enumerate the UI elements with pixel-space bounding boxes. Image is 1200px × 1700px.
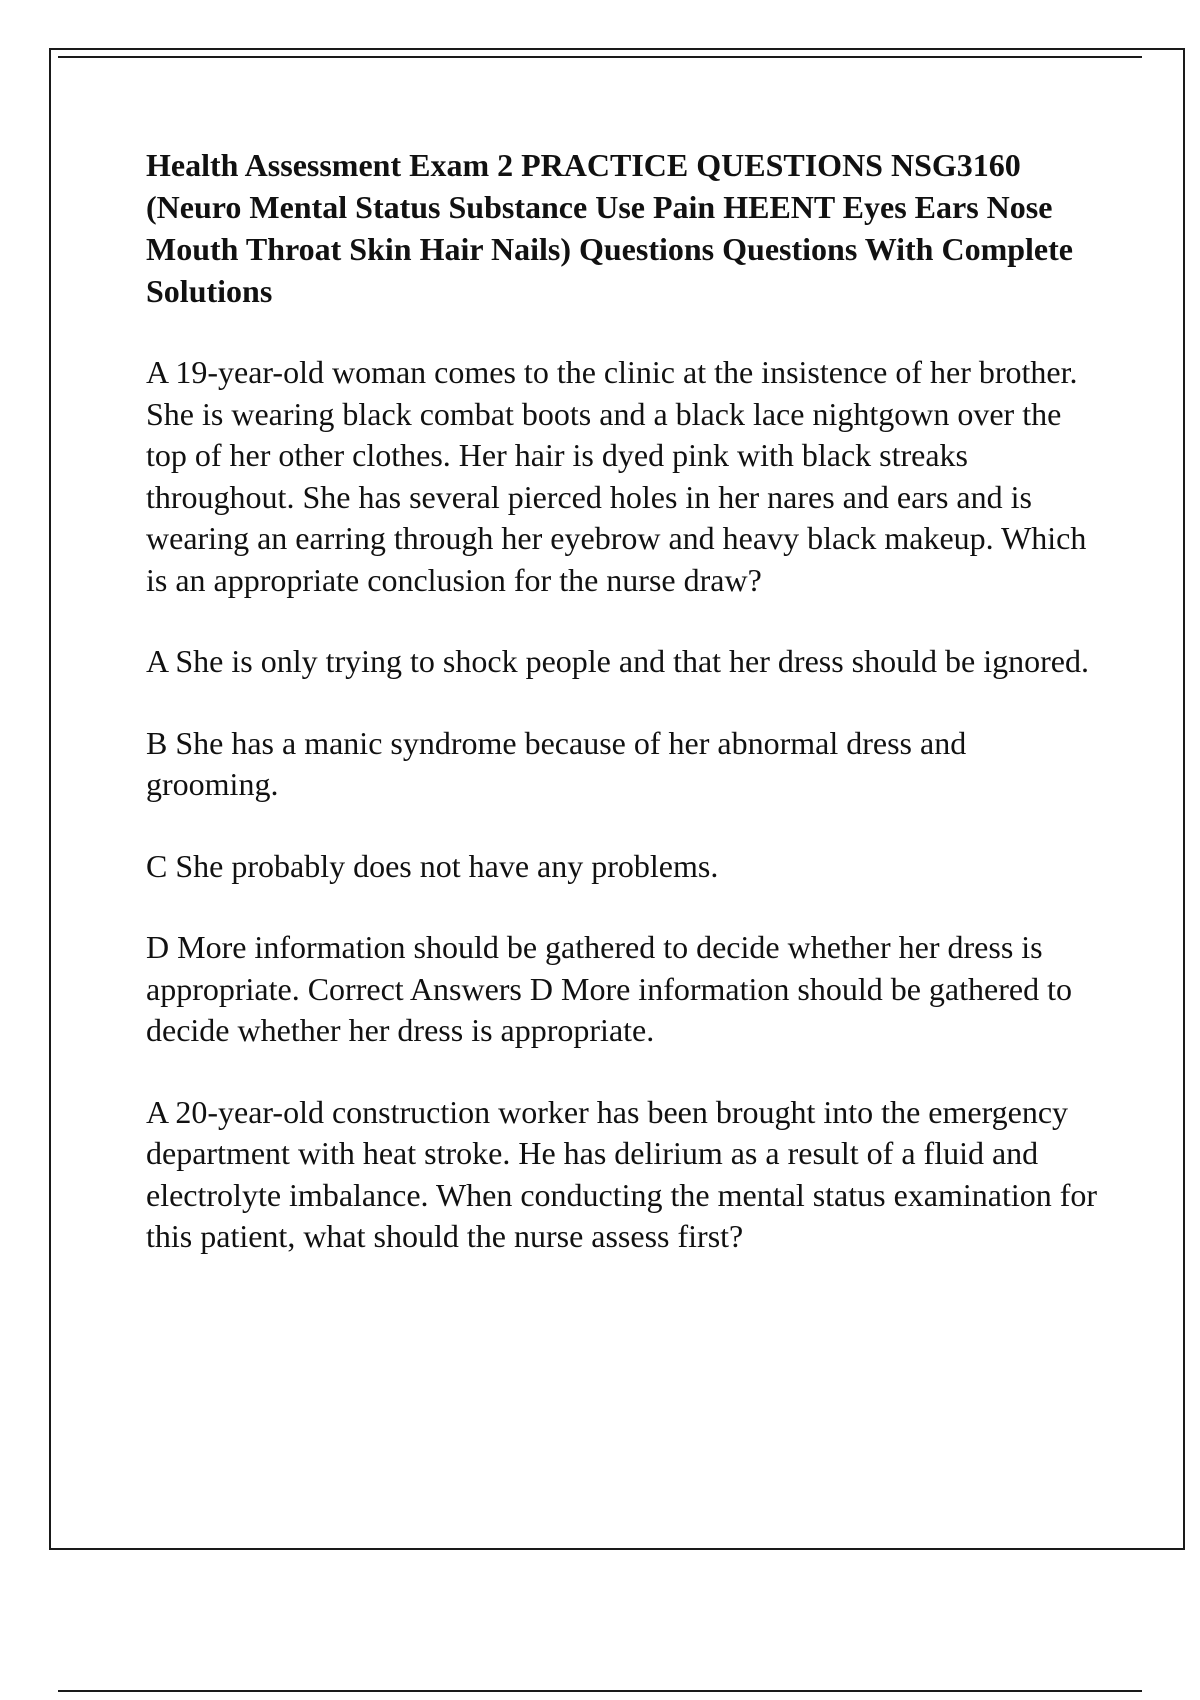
question-1-text: A 19-year-old woman comes to the clinic at the insistence of her brother. She is wearing black combat boots and a black lace nightgown over the top of her other clothes. Her hair is dyed pink with black streaks throughout. She has several pierced holes in her nares and ears and is wearing an earring through her eyebrow and heavy black makeup. Which is an appropriate conclusion for the nurse draw? (146, 354, 1087, 598)
question-2-text: A 20-year-old construction worker has been brought into the emergency department with heat stroke. He has delirium as a result of a fluid and electrolyte imbalance. When conducting the mental status examination for this patient, what should the nurse assess first? (146, 1093, 1098, 1254)
answer-option-d-with-correct-answer: D More information should be gathered to decide whether her dress is appropriate. Correct Answers D More information should be gathered to decide whether her dress is appropriate. (146, 929, 1072, 1048)
answer-option-c: C She probably does not have any problems. (146, 847, 719, 884)
document-title: Health Assessment Exam 2 PRACTICE QUESTIONS NSG3160 (Neuro Mental Status Substance Use Pain HEENT Eyes Ears Nose Mouth Throat Skin Hair Nails) Questions Questions With Complete Solutions (146, 147, 1073, 309)
document-body (146, 144, 1106, 1298)
answer-option-a: A She is only trying to shock people and that her dress should be ignored. (146, 643, 1089, 679)
top-divider (58, 56, 1142, 58)
bottom-divider (58, 1690, 1142, 1692)
answer-option-b: B She has a manic syndrome because of her abnormal dress and grooming. (146, 724, 967, 802)
